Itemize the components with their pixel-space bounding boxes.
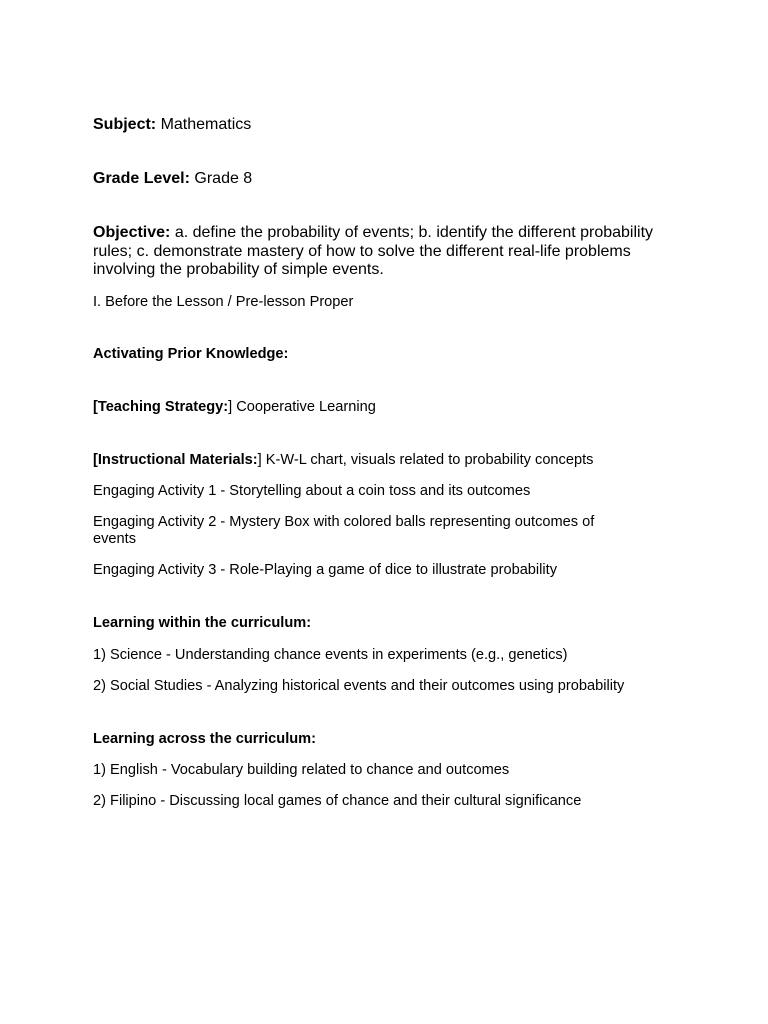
within-curriculum-heading-text: Learning within the curriculum: (93, 615, 312, 631)
subject-line (93, 116, 693, 135)
objective-text: a. define the probability of events; b. identify the different probability rules; c. demonstrate mastery of how to solve the different real-life problems involving the probability of simple events. (93, 224, 654, 278)
grade-level-line (93, 170, 693, 189)
engaging-activity-3: Engaging Activity 3 - Role-Playing a game of dice to illustrate probability (93, 562, 557, 578)
grade-level-label: Grade Level: (93, 170, 190, 187)
objective-label: Objective: (93, 224, 171, 241)
engaging-activity-2: Engaging Activity 2 - Mystery Box with colored balls representing outcomes of events (93, 514, 595, 547)
engaging-activity-1: Engaging Activity 1 - Storytelling about a coin toss and its outcomes (93, 483, 531, 499)
prior-knowledge-heading (93, 346, 693, 363)
across-curriculum-heading (93, 731, 693, 748)
across-curriculum-heading-text: Learning across the curriculum: (93, 731, 317, 747)
within-curriculum-heading (93, 615, 693, 632)
across-curriculum-item-2: 2) Filipino - Discussing local games of chance and their cultural significance (93, 793, 582, 809)
section-title: I. Before the Lesson / Pre-lesson Proper (93, 294, 354, 310)
within-curriculum-item-1: 1) Science - Understanding chance events in experiments (e.g., genetics) (93, 647, 568, 663)
instructional-materials-label: [Instructional Materials: (93, 452, 258, 468)
grade-level-value: Grade 8 (194, 170, 253, 187)
subject-value: Mathematics (160, 116, 252, 133)
instructional-materials-value: ] K-W-L chart, visuals related to probability concepts (257, 452, 594, 468)
teaching-strategy-label: [Teaching Strategy: (93, 399, 229, 415)
instructional-materials-line (93, 452, 693, 469)
within-curriculum-item-2: 2) Social Studies - Analyzing historical events and their outcomes using probability (93, 678, 625, 694)
teaching-strategy-value: ] Cooperative Learning (228, 399, 376, 415)
across-curriculum-item-1: 1) English - Vocabulary building related to chance and outcomes (93, 762, 510, 778)
subject-label: Subject: (93, 116, 157, 133)
prior-knowledge-heading-text: Activating Prior Knowledge: (93, 346, 289, 362)
objective-paragraph (93, 224, 673, 280)
teaching-strategy-line (93, 399, 693, 416)
